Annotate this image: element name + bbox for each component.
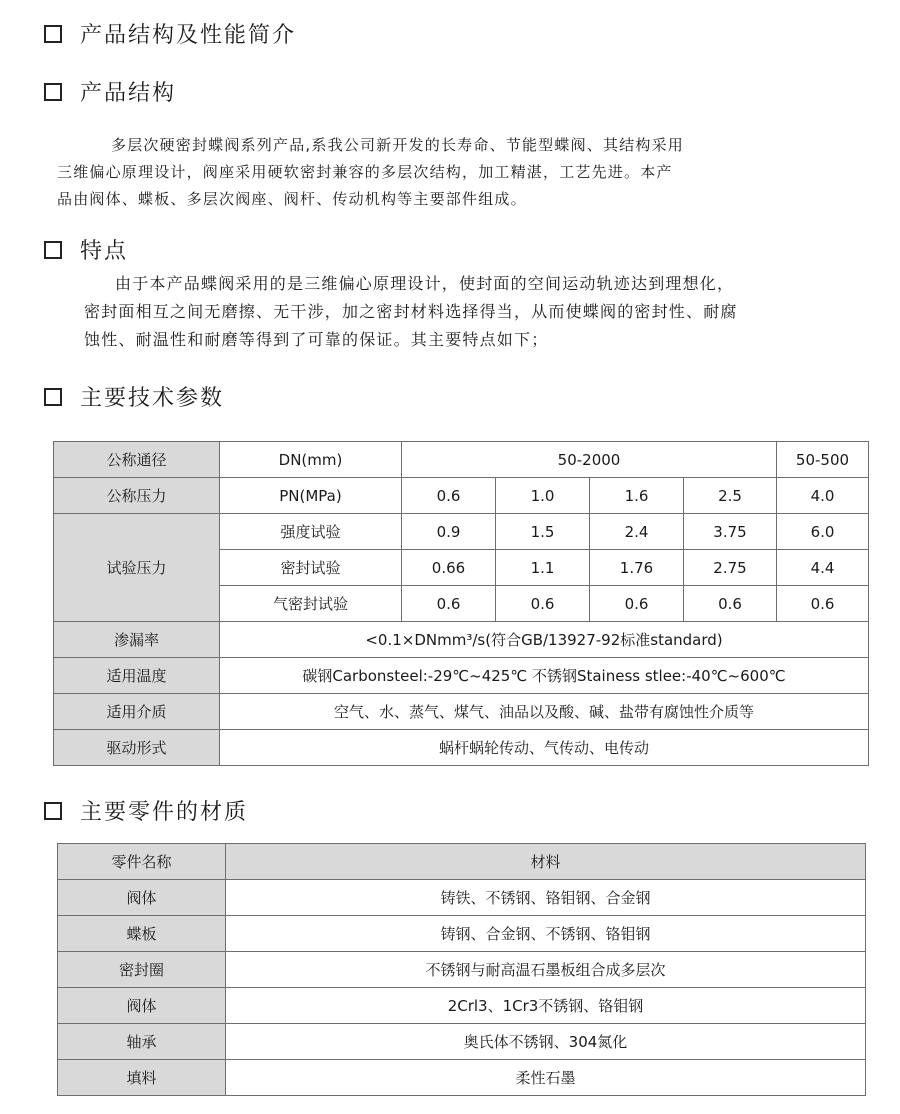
table-row [58, 1024, 866, 1060]
features-paragraph [84, 270, 738, 354]
checkbox-square-icon [44, 802, 62, 820]
paragraph-line: 品由阀体、蝶板、多层次阀座、阀杆、传动机构等主要部件组成。 [57, 190, 527, 208]
value-cell: 0.66 [402, 550, 496, 586]
value-cell: 1.76 [590, 550, 684, 586]
material-cell: 2Crl3、1Cr3不锈钢、铬钼钢 [226, 988, 866, 1024]
value-cell: 1.1 [496, 550, 590, 586]
paragraph-line: 蚀性、耐温性和耐磨等得到了可靠的保证。其主要特点如下； [84, 330, 549, 349]
sub-label-cell: 强度试验 [220, 514, 402, 550]
tech-params-table [53, 441, 869, 766]
heading-text: 产品结构 [80, 81, 177, 106]
value-cell: 0.6 [777, 586, 869, 622]
table-row [54, 730, 869, 766]
material-cell: 铸铁、不锈钢、铬钼钢、合金钢 [226, 880, 866, 916]
value-cell: 50-500 [777, 442, 869, 478]
part-name-cell: 阀体 [58, 880, 226, 916]
heading-text: 特点 [80, 239, 129, 264]
sub-label-cell: 气密封试验 [220, 586, 402, 622]
table-row [58, 1060, 866, 1096]
table-row [54, 442, 869, 478]
material-cell: 铸钢、合金钢、不锈钢、铬钼钢 [226, 916, 866, 952]
row-label: 公称通径 [54, 442, 220, 478]
checkbox-square-icon [44, 388, 62, 406]
material-cell: 奥氏体不锈钢、304氮化 [226, 1024, 866, 1060]
unit-cell: DN(mm) [220, 442, 402, 478]
section-heading-intro [44, 18, 296, 49]
paragraph-line: 多层次硬密封蝶阀系列产品,系我公司新开发的长寿命、节能型蝶阀、其结构采用 [111, 136, 684, 154]
table-row [54, 478, 869, 514]
table-row [54, 514, 869, 550]
value-cell: 4.0 [777, 478, 869, 514]
row-label: 试验压力 [54, 514, 220, 622]
section-heading-materials [44, 795, 248, 826]
value-cell: <0.1×DNmm³/s(符合GB/13927-92标准standard) [220, 622, 869, 658]
table-row [58, 916, 866, 952]
value-cell: 0.9 [402, 514, 496, 550]
section-heading-structure [44, 76, 176, 107]
section-heading-tech-params [44, 381, 224, 412]
table-row [58, 880, 866, 916]
paragraph-line: 由于本产品蝶阀采用的是三维偏心原理设计，使封面的空间运动轨迹达到理想化， [115, 274, 735, 293]
heading-text: 主要零件的材质 [80, 800, 249, 825]
materials-table [57, 843, 866, 1096]
value-cell: 50-2000 [402, 442, 777, 478]
value-cell: 3.75 [684, 514, 777, 550]
table-header-row [58, 844, 866, 880]
value-cell: 0.6 [402, 586, 496, 622]
section-heading-features [44, 234, 128, 265]
value-cell: 0.6 [590, 586, 684, 622]
material-cell: 柔性石墨 [226, 1060, 866, 1096]
row-label: 适用介质 [54, 694, 220, 730]
value-cell: 1.5 [496, 514, 590, 550]
value-cell: 4.4 [777, 550, 869, 586]
table-row [58, 988, 866, 1024]
checkbox-square-icon [44, 241, 62, 259]
row-label: 公称压力 [54, 478, 220, 514]
value-cell: 空气、水、蒸气、煤气、油品以及酸、碱、盐带有腐蚀性介质等 [220, 694, 869, 730]
part-name-cell: 密封圈 [58, 952, 226, 988]
table-row [54, 658, 869, 694]
part-name-cell: 填料 [58, 1060, 226, 1096]
heading-text: 主要技术参数 [80, 386, 225, 411]
column-header-part: 零件名称 [58, 844, 226, 880]
value-cell: 1.0 [496, 478, 590, 514]
value-cell: 0.6 [684, 586, 777, 622]
value-cell: 6.0 [777, 514, 869, 550]
sub-label-cell: 密封试验 [220, 550, 402, 586]
table-row [54, 694, 869, 730]
part-name-cell: 阀体 [58, 988, 226, 1024]
value-cell: 2.5 [684, 478, 777, 514]
table-row [58, 952, 866, 988]
paragraph-line: 三维偏心原理设计，阀座采用硬软密封兼容的多层次结构，加工精湛，工艺先进。本产 [57, 163, 673, 181]
checkbox-square-icon [44, 25, 62, 43]
column-header-material: 材料 [226, 844, 866, 880]
value-cell: 0.6 [496, 586, 590, 622]
value-cell: 1.6 [590, 478, 684, 514]
value-cell: 蜗杆蜗轮传动、气传动、电传动 [220, 730, 869, 766]
heading-text: 产品结构及性能简介 [80, 23, 297, 48]
value-cell: 2.75 [684, 550, 777, 586]
unit-cell: PN(MPa) [220, 478, 402, 514]
value-cell: 碳钢Carbonsteel:-29℃~425℃ 不锈钢Stainess stlee:-40℃~600℃ [220, 658, 869, 694]
part-name-cell: 蝶板 [58, 916, 226, 952]
structure-paragraph [57, 132, 684, 213]
row-label: 驱动形式 [54, 730, 220, 766]
value-cell: 2.4 [590, 514, 684, 550]
row-label: 渗漏率 [54, 622, 220, 658]
table-row [54, 622, 869, 658]
value-cell: 0.6 [402, 478, 496, 514]
paragraph-line: 密封面相互之间无磨擦、无干涉，加之密封材料选择得当，从而使蝶阀的密封性、耐腐 [84, 302, 738, 321]
material-cell: 不锈钢与耐高温石墨板组合成多层次 [226, 952, 866, 988]
row-label: 适用温度 [54, 658, 220, 694]
part-name-cell: 轴承 [58, 1024, 226, 1060]
checkbox-square-icon [44, 83, 62, 101]
